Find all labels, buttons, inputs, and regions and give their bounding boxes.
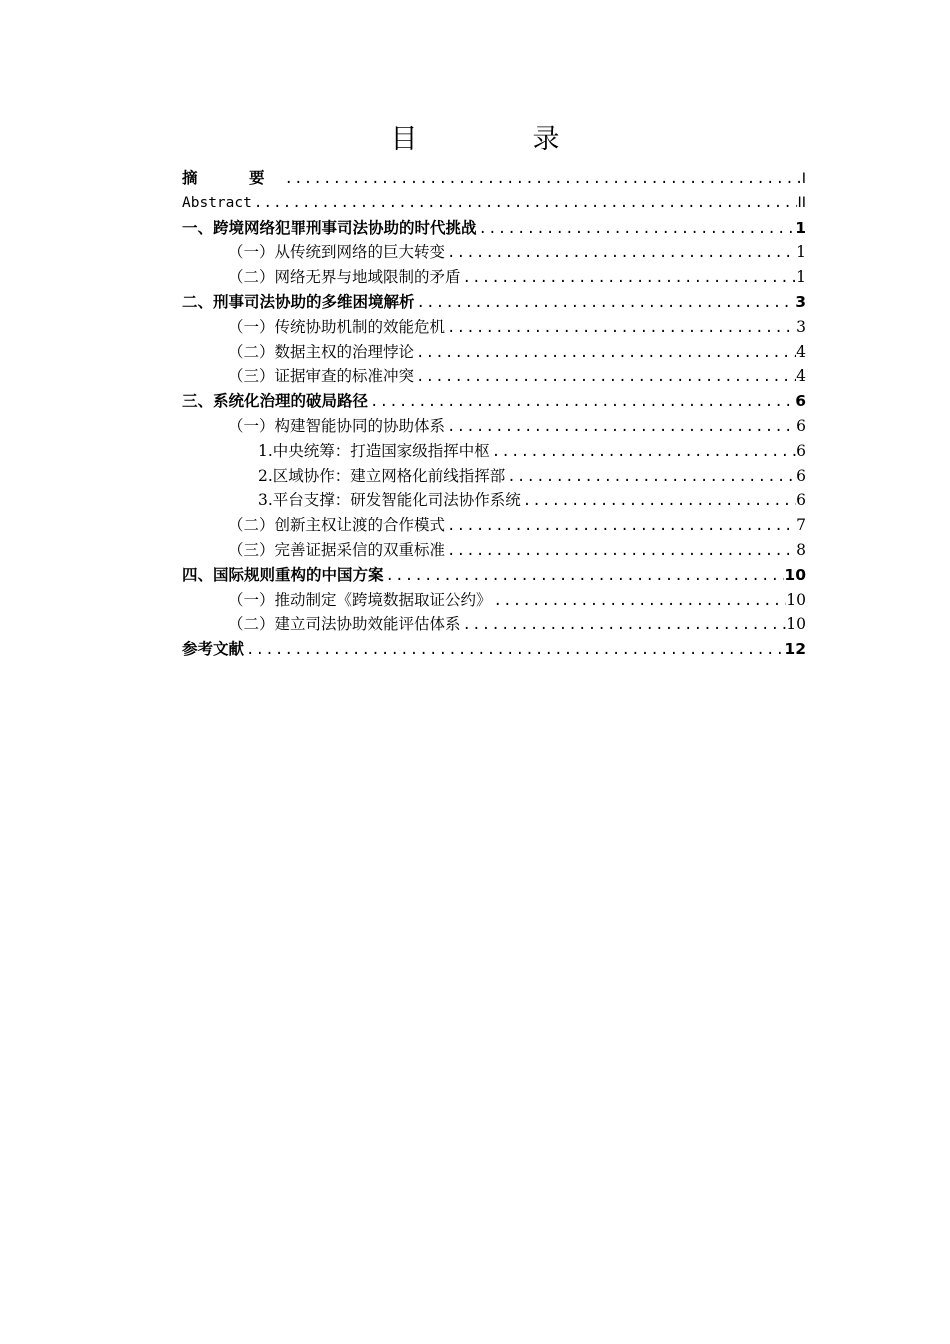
toc-entry-page: 10 <box>784 565 806 584</box>
toc-entry-title: Abstract <box>182 194 252 211</box>
toc-entry[interactable] <box>182 166 806 191</box>
toc-entry-page: 8 <box>796 540 806 559</box>
toc-entry-title: （二）创新主权让渡的合作模式 <box>228 516 446 535</box>
toc-leader-dots <box>415 291 796 315</box>
toc-leader-dots <box>445 241 796 265</box>
toc-entry[interactable] <box>182 538 806 563</box>
toc-entry-title: 摘 要 <box>182 169 283 187</box>
toc-entry[interactable] <box>182 513 806 538</box>
toc-leader-dots <box>252 191 798 216</box>
toc-leader-dots <box>461 613 787 637</box>
toc-entry-title: 1.中央统筹：打造国家级指挥中枢 <box>258 441 490 460</box>
toc-entry[interactable] <box>182 364 806 389</box>
toc-entry-page: 1 <box>796 268 806 287</box>
toc-entry-page: II <box>797 194 806 211</box>
toc-entry-title: 二、刑事司法协助的多维困境解析 <box>182 292 415 311</box>
toc-entry[interactable] <box>182 637 806 662</box>
toc-entry-title: （二）建立司法协助效能评估体系 <box>228 615 461 634</box>
toc-entry-title: （一）从传统到网络的巨大转变 <box>228 243 446 262</box>
toc-entry-page: 10 <box>786 615 806 634</box>
toc-entry[interactable] <box>182 389 806 414</box>
toc-leader-dots <box>505 465 796 489</box>
toc-leader-dots <box>490 440 796 464</box>
toc-entry[interactable] <box>182 191 806 216</box>
toc-entry-page: 4 <box>796 342 806 361</box>
toc-leader-dots <box>477 217 796 241</box>
toc-entry[interactable] <box>182 265 806 290</box>
toc-entry-page: 1 <box>795 218 806 237</box>
toc-entry-title: 四、国际规则重构的中国方案 <box>182 565 384 584</box>
toc-entry[interactable] <box>182 340 806 365</box>
toc-entry[interactable] <box>182 216 806 241</box>
toc-entry-title: （三）证据审查的标准冲突 <box>228 367 415 386</box>
toc-leader-dots <box>414 341 796 365</box>
toc-entry-page: 3 <box>795 292 806 311</box>
toc-entry[interactable] <box>182 290 806 315</box>
toc-entry-title: （一）推动制定《跨境数据取证公约》 <box>228 590 492 609</box>
toc-entry-title: 参考文献 <box>182 640 245 659</box>
toc-entry-page: 7 <box>796 516 806 535</box>
toc-leader-dots <box>384 564 785 588</box>
toc-entry-title: （二）网络无界与地域限制的矛盾 <box>228 268 461 287</box>
toc-entry[interactable] <box>182 488 806 513</box>
toc-entry-page: 6 <box>795 392 806 411</box>
toc-entry-title: （一）构建智能协同的协助体系 <box>228 416 446 435</box>
table-of-contents <box>182 166 806 662</box>
toc-entry[interactable] <box>182 240 806 265</box>
toc-entry-title: （三）完善证据采信的双重标准 <box>228 540 446 559</box>
toc-leader-dots <box>492 589 787 613</box>
toc-leader-dots <box>368 390 795 414</box>
toc-entry-title: 三、系统化治理的破局路径 <box>182 392 369 411</box>
toc-leader-dots <box>445 539 796 563</box>
toc-entry-title: （二）数据主权的治理悖论 <box>228 342 415 361</box>
toc-leader-dots <box>244 638 784 662</box>
toc-leader-dots <box>461 266 797 290</box>
toc-entry-page: 6 <box>796 466 806 485</box>
toc-title: 目 录 <box>390 124 604 155</box>
toc-entry[interactable] <box>182 612 806 637</box>
toc-leader-dots <box>283 167 802 191</box>
toc-entry-page: 4 <box>796 367 806 386</box>
toc-leader-dots <box>445 415 796 439</box>
toc-entry[interactable] <box>182 414 806 439</box>
toc-entry-title: （一）传统协助机制的效能危机 <box>228 317 446 336</box>
toc-entry-page: 10 <box>786 590 806 609</box>
toc-entry-page: 6 <box>796 416 806 435</box>
toc-leader-dots <box>521 489 796 513</box>
toc-entry[interactable] <box>182 588 806 613</box>
toc-entry-page: 12 <box>784 640 806 659</box>
toc-entry-page: 6 <box>796 441 806 460</box>
toc-leader-dots <box>445 514 796 538</box>
toc-entry-page: 6 <box>796 491 806 510</box>
toc-entry[interactable] <box>182 315 806 340</box>
toc-entry[interactable] <box>182 439 806 464</box>
toc-entry[interactable] <box>182 464 806 489</box>
toc-leader-dots <box>445 316 796 340</box>
toc-leader-dots <box>414 365 796 389</box>
toc-entry-page: 3 <box>796 317 806 336</box>
toc-entry[interactable] <box>182 563 806 588</box>
toc-entry-page: 1 <box>796 243 806 262</box>
toc-entry-title: 2.区域协作：建立网格化前线指挥部 <box>258 466 506 485</box>
toc-entry-title: 一、跨境网络犯罪刑事司法协助的时代挑战 <box>182 218 477 237</box>
toc-entry-page: I <box>801 171 806 187</box>
toc-entry-title: 3.平台支撑：研发智能化司法协作系统 <box>258 491 521 510</box>
